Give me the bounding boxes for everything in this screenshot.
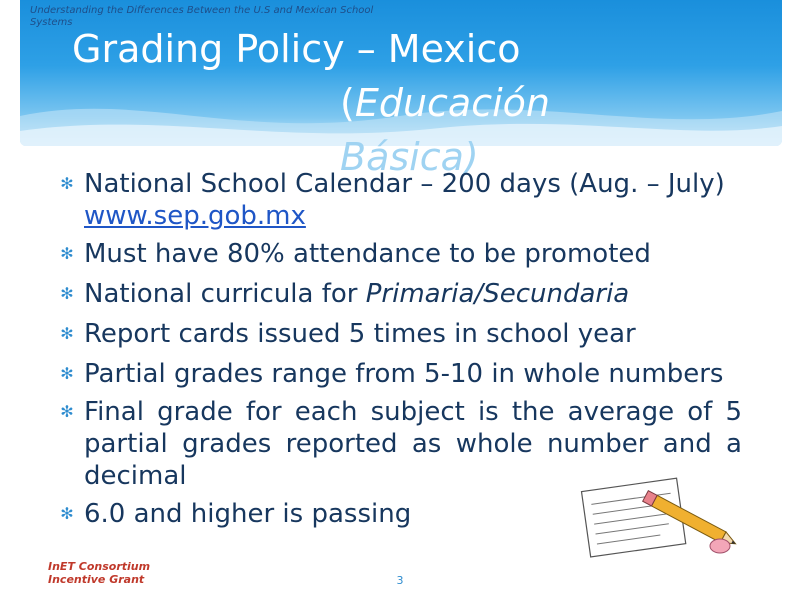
- presentation-subtitle-note: Understanding the Differences Between the U.S and Mexican School Systems: [30, 5, 374, 28]
- title-line-3: Básica): [340, 135, 479, 179]
- paper-and-pencil-clipart: [578, 470, 746, 562]
- sep-website-link[interactable]: www.sep.gob.mx: [84, 201, 306, 231]
- footer-organization: InET Consortium Incentive Grant: [48, 560, 151, 586]
- asterisk-bullet-icon: ✻: [60, 324, 74, 343]
- asterisk-bullet-icon: ✻: [60, 244, 74, 263]
- asterisk-bullet-icon: ✻: [60, 174, 74, 193]
- bullet-partial-grades: ✻ Partial grades range from 5-10 in whole numbers: [58, 356, 742, 392]
- asterisk-bullet-icon: ✻: [60, 504, 74, 523]
- asterisk-bullet-icon: ✻: [60, 364, 74, 383]
- bullet-passing: ✻ 6.0 and higher is passing: [58, 496, 742, 532]
- bullet-curricula: ✻ National curricula for Primaria/Secundaria: [58, 276, 742, 312]
- slide-title: [72, 22, 692, 184]
- asterisk-bullet-icon: ✻: [60, 284, 74, 303]
- bullet-calendar: ✻ National School Calendar – 200 days (Aug. – July) www.sep.gob.mx: [58, 168, 742, 232]
- bullet-final-grade: ✻ Final grade for each subject is the average of 5 partial grades reported as whole number and a decimal: [58, 396, 742, 492]
- title-italic-word: Educación: [354, 81, 551, 125]
- title-line-1: Grading Policy – Mexico: [72, 27, 521, 71]
- page-number: 3: [396, 574, 404, 587]
- bullet-attendance: ✻ Must have 80% attendance to be promoted: [58, 236, 742, 272]
- title-line-2: (Educación: [340, 81, 551, 125]
- asterisk-bullet-icon: ✻: [60, 402, 74, 421]
- bullet-report-cards: ✻ Report cards issued 5 times in school year: [58, 316, 742, 352]
